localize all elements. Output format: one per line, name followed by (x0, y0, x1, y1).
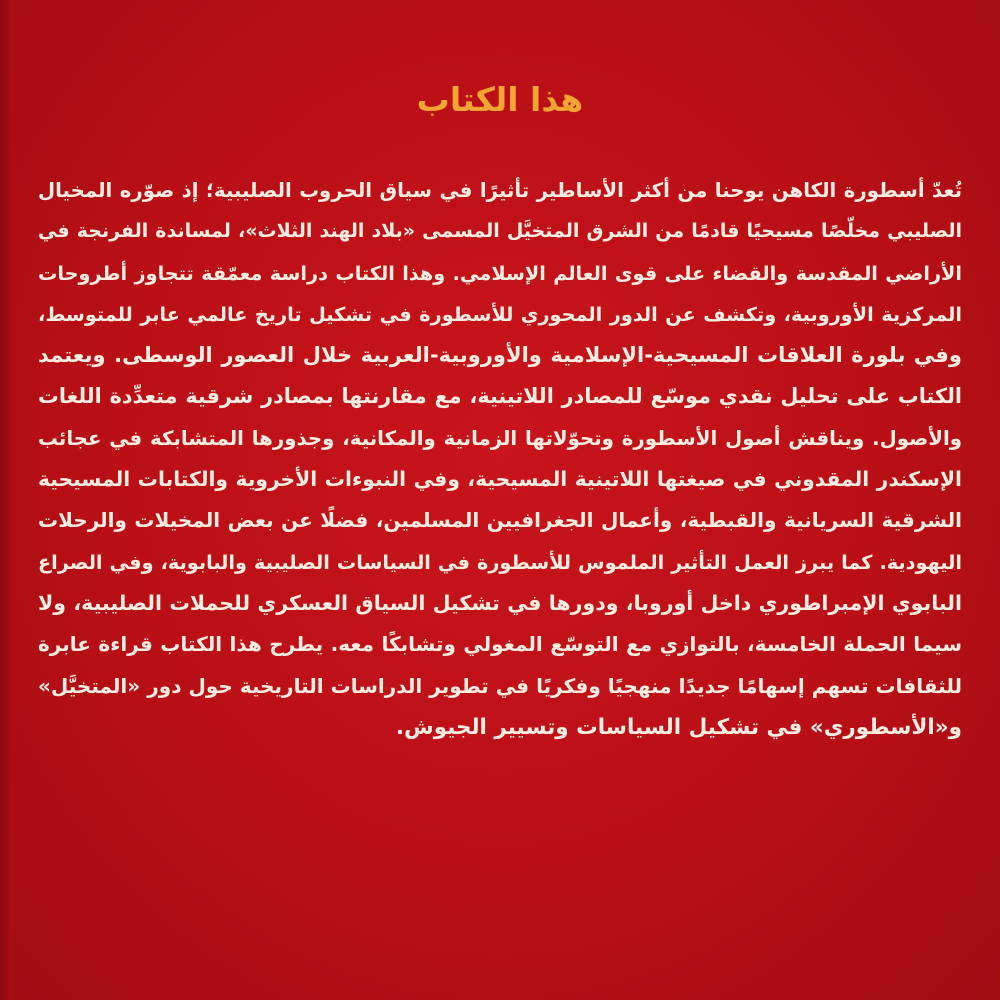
text-line: والأصول. ويناقش أصول الأسطورة وتحوّلاتها الزمانية والمكانية، وجذورها المتشابكة في عجائب (38, 426, 962, 450)
text-line: المركزية الأوروبية، وتكشف عن الدور المحوري للأسطورة في تشكيل تاريخ عالمي عابر للمتوسط، (38, 302, 962, 326)
text-line: سيما الحملة الخامسة، بالتوازي مع التوسّع المغولي وتشابكًا معه. يطرح هذا الكتاب قراءة عابرة (38, 632, 962, 657)
text-line: الصليبي مخلّصًا مسيحيًا قادمًا من الشرق المتخيَّل المسمى «بلاد الهند الثلاث»، لمساندة الفرنجة في (38, 220, 962, 243)
text-line: الكتاب على تحليل نقدي موسّع للمصادر اللاتينية، مع مقارنتها بمصادر شرقية متعدِّدة اللغات (38, 384, 962, 409)
text-line: للثقافات تسهم إسهامًا جديدًا منهجيًا وفكريًا في تطوير الدراسات التاريخية حول دور «المتخيَّل» (38, 673, 962, 698)
page-title: هذا الكتاب (416, 80, 584, 119)
blurb-text (38, 170, 962, 748)
text-line: اليهودية. كما يبرز العمل التأثير الملموس للأسطورة في السياسات الصليبية والبابوية، وفي الصراع (38, 550, 962, 574)
spine-edge (0, 0, 14, 1000)
text-line: البابوي الإمبراطوري داخل أوروبا، ودورها في تشكيل السياق العسكري للحملات الصليبية، ولا (38, 590, 962, 615)
text-line: الإسكندر المقدوني في صيغتها اللاتينية المسيحية، وفي النبوءات الأخروية والكتابات المسيحية (38, 467, 962, 492)
text-line: تُعدّ أسطورة الكاهن يوحنا من أكثر الأساطير تأثيرًا في سياق الحروب الصليبية؛ إذ صوّره المخيال (38, 179, 962, 202)
text-line: الشرقية السريانية والقبطية، وأعمال الجغرافيين المسلمين، فضلًا عن بعض المخيلات والرحلات (38, 508, 962, 533)
text-line: الأراضي المقدسة والقضاء على قوى العالم الإسلامي. وهذا الكتاب دراسة معمّقة تتجاوز أطروحات (38, 261, 962, 285)
text-line: وفي بلورة العلاقات المسيحية-الإسلامية والأوروبية-العربية خلال العصور الوسطى. ويعتمد (38, 343, 962, 368)
text-line: و«الأسطوري» في تشكيل السياسات وتسيير الجيوش. (395, 714, 962, 740)
